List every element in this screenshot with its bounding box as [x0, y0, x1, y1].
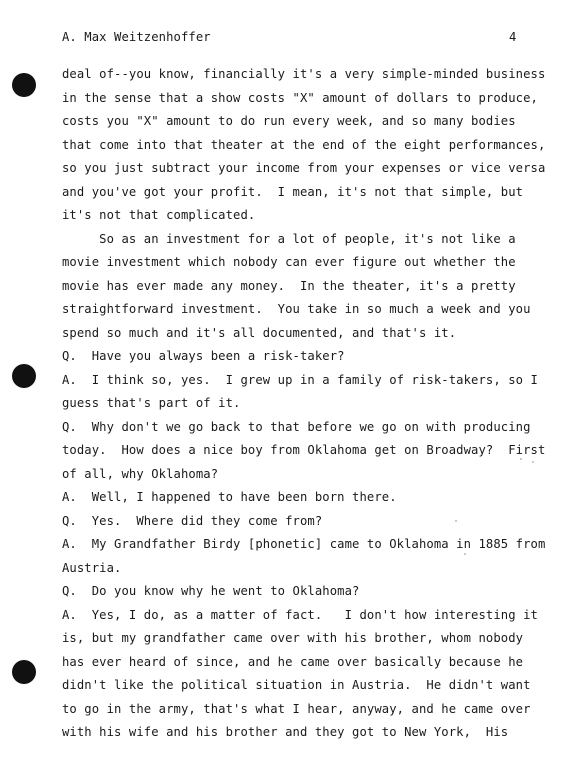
text-line: today. How does a nice boy from Oklahoma get on Broadway? First [62, 443, 546, 457]
punch-hole [12, 73, 36, 97]
text-line: So as an investment for a lot of people, it's not like a [62, 231, 516, 246]
text-line: movie investment which nobody can ever figure out whether the [62, 255, 516, 269]
text-line: Q. Why don't we go back to that before we go on with producing [62, 419, 531, 434]
text-line: deal of--you know, financially it's a very simple-minded business [62, 67, 546, 81]
text-line: Q. Do you know why he went to Oklahoma? [62, 584, 360, 598]
text-line: is, but my grandfather came over with his brother, whom nobody [62, 631, 524, 645]
text-line: Q. Have you always been a risk-taker? [62, 349, 345, 363]
header-interviewee-name: A. Max Weitzenhoffer [62, 30, 211, 44]
text-line: didn't like the political situation in Austria. He didn't want [62, 678, 531, 692]
text-line: A. Yes, I do, as a matter of fact. I don't how interesting it [62, 607, 538, 622]
text-line: Austria. [62, 560, 122, 575]
text-line: costs you "X" amount to do run every week, and so many bodies [62, 114, 516, 128]
text-line: of all, why Oklahoma? [62, 466, 219, 481]
text-line: Q. Yes. Where did they come from? [62, 513, 323, 528]
text-line: A. My Grandfather Birdy [phonetic] came to Oklahoma in 1885 from [62, 537, 546, 551]
punch-hole [12, 660, 36, 684]
text-line: spend so much and it's all documented, and that's it. [62, 325, 457, 340]
text-line: A. Well, I happened to have been born there. [62, 490, 397, 504]
page-number: 4 [509, 30, 517, 44]
text-line: has ever heard of since, and he came over basically because he [62, 654, 524, 669]
text-line: A. I think so, yes. I grew up in a family of risk-takers, so I [62, 372, 538, 387]
scan-speck [532, 461, 534, 463]
transcript-body [62, 66, 546, 748]
text-line: guess that's part of it. [62, 396, 241, 410]
text-line: to go in the army, that's what I hear, anyway, and he came over [62, 701, 531, 716]
text-line: straightforward investment. You take in so much a week and you [62, 302, 531, 316]
text-line: that come into that theater at the end of the eight performances, [62, 137, 546, 152]
punch-hole [12, 364, 36, 388]
text-line: it's not that complicated. [62, 208, 256, 222]
text-line: and you've got your profit. I mean, it's not that simple, but [62, 184, 524, 199]
text-line: so you just subtract your income from your expenses or vice versa [62, 161, 546, 175]
text-line: in the sense that a show costs "X" amount of dollars to produce, [62, 90, 538, 105]
text-line: with his wife and his brother and they got to New York, His [62, 725, 509, 739]
text-line: movie has ever made any money. In the theater, it's a pretty [62, 278, 516, 293]
